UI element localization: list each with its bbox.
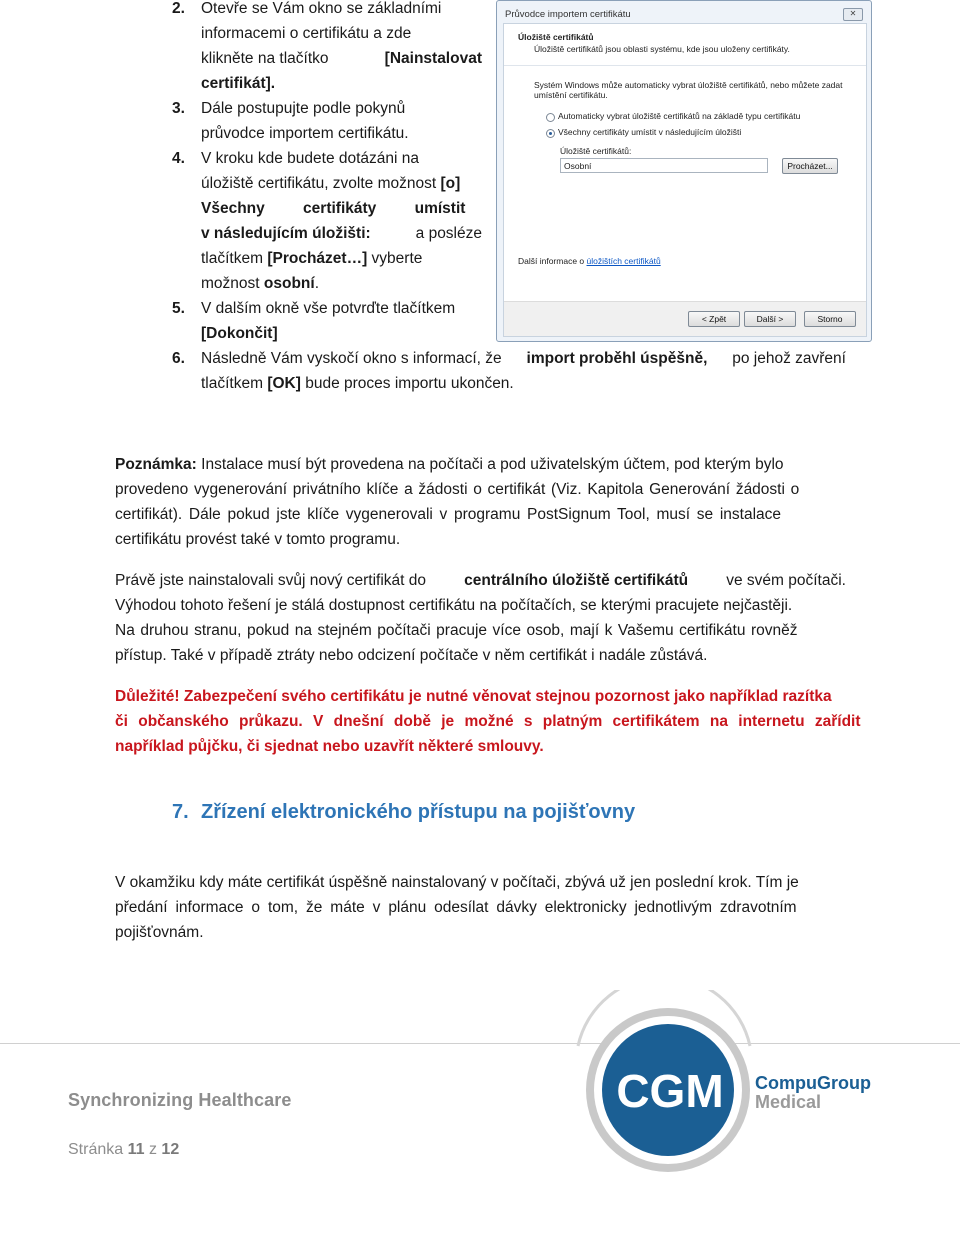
step-text: tlačítkem [OK] bude proces importu ukončen.: [201, 375, 514, 392]
brand-name-line1: CompuGroup: [755, 1073, 871, 1093]
footer-tagline: Synchronizing Healthcare: [68, 1090, 292, 1110]
step-number: 3.: [172, 100, 185, 117]
radio-manual-store[interactable]: [546, 129, 555, 138]
step-number: 6.: [172, 350, 185, 367]
step-text: V dalším okně vše potvrďte tlačítkem: [201, 300, 456, 317]
radio-auto-label: Automaticky vybrat úložiště certifikátů na základě typu certifikátu: [558, 111, 801, 121]
step-text: možnost osobní.: [201, 275, 320, 292]
step-text: Následně Vám vyskočí okno s informací, že import proběhl úspěšně, po jehož zavření: [201, 350, 846, 367]
intro-text: Systém Windows může automaticky vybrat úložiště certifikátů, nebo můžete zadat: [534, 80, 843, 90]
step-text: Otevře se Vám okno se základními: [201, 0, 442, 17]
step-number: 4.: [172, 150, 185, 167]
step-text: průvodce importem certifikátu.: [201, 125, 409, 142]
paragraph-line: Výhodou tohoto řešení je stálá dostupnost certifikátu na počítačích, se kterými pracujete nejčastěji.: [115, 597, 793, 614]
cancel-button[interactable]: Storno: [804, 311, 856, 327]
section-title: Úložiště certifikátů: [518, 32, 594, 42]
paragraph-line: Na druhou stranu, pokud na stejném počítači pracuje více osob, mají k Vašemu certifikátu rovněž: [115, 622, 798, 639]
step-text: V kroku kde budete dotázáni na: [201, 150, 420, 167]
paragraph-line: Důležité! Zabezpečení svého certifikátu je nutné věnovat stejnou pozornost jako například razítka: [115, 688, 832, 705]
step-text: Dále postupujte podle pokynů: [201, 100, 406, 117]
dialog-content: [503, 23, 867, 337]
browse-button[interactable]: Procházet...: [782, 158, 838, 174]
close-icon[interactable]: ✕: [843, 8, 863, 21]
step-text: klikněte na tlačítko [Nainstalovat: [201, 50, 482, 67]
dialog-title: Průvodce importem certifikátu: [505, 9, 631, 20]
footer-rule: [0, 1043, 960, 1044]
divider: [504, 65, 866, 66]
dialog-button-bar: [504, 301, 866, 336]
store-label: Úložiště certifikátů:: [560, 146, 632, 156]
section-description: Úložiště certifikátů jsou oblasti systému, kde jsou uloženy certifikáty.: [534, 44, 790, 54]
logo-text: CGM: [616, 1065, 724, 1117]
section-title: Zřízení elektronického přístupu na pojišťovny: [201, 801, 636, 823]
back-button[interactable]: < Zpět: [688, 311, 740, 327]
step-text: certifikát].: [201, 75, 276, 92]
intro-text: umístění certifikátu.: [534, 90, 608, 100]
more-info: Další informace o úložištích certifikátů: [518, 256, 661, 266]
section-number: 7.: [172, 801, 189, 823]
step-text: v následujícím úložišti: a posléze: [201, 225, 482, 242]
next-button[interactable]: Další >: [744, 311, 796, 327]
paragraph-line: například půjčku, či sjednat nebo uzavřít některé smlouvy.: [115, 738, 544, 755]
paragraph-line: V okamžiku kdy máte certifikát úspěšně nainstalovaný v počítači, zbývá už jen poslední krok. Tím je: [115, 874, 799, 891]
paragraph-line: provedeno vygenerování privátního klíče a žádosti o certifikát (Viz. Kapitola Generování žádosti o: [115, 481, 800, 498]
step-text: úložiště certifikátu, zvolte možnost [o]: [201, 175, 461, 192]
step-text: tlačítkem [Procházet…] vyberte: [201, 250, 423, 267]
cgm-logo-icon: [560, 990, 760, 1180]
step-number: 5.: [172, 300, 185, 317]
step-text: [Dokončit]: [201, 325, 278, 342]
radio-auto-store[interactable]: [546, 113, 555, 122]
paragraph-line: Právě jste nainstalovali svůj nový certifikát do centrálního úložiště certifikátů ve svém počítači.: [115, 572, 846, 589]
store-info-link[interactable]: úložištích certifikátů: [586, 256, 661, 266]
page-number: Stránka 11 z 12: [68, 1141, 180, 1158]
store-field[interactable]: Osobní: [560, 158, 768, 173]
paragraph-line: Poznámka: Instalace musí být provedena na počítači a pod uživatelským účtem, pod kterým bylo: [115, 456, 784, 473]
paragraph-line: či občanského průkazu. V dnešní době je možné s platným certifikátem na internetu zařídit: [115, 713, 861, 730]
paragraph-line: certifikátu provést také v tomto programu.: [115, 531, 401, 548]
paragraph-line: přístup. Také v případě ztráty nebo odcizení počítače v něm certifikát i nadále zůstává.: [115, 647, 708, 664]
paragraph-line: pojišťovnám.: [115, 924, 204, 941]
radio-manual-label: Všechny certifikáty umístit v následujícím úložišti: [558, 127, 742, 137]
brand-name-line2: Medical: [755, 1092, 822, 1112]
step-number: 2.: [172, 0, 185, 17]
section-heading: [172, 798, 635, 826]
paragraph-line: předání informace o tom, že máte v plánu odesílat dávky elektronicky jednotlivým zdravotním: [115, 899, 797, 916]
paragraph-line: certifikát). Dále pokud jste klíče vygenerovali v programu PostSignum Tool, musí se instalace: [115, 506, 782, 523]
step-text: Všechny certifikáty umístit: [201, 200, 466, 217]
step-text: informacemi o certifikátu a zde: [201, 25, 412, 42]
certificate-import-dialog: [496, 0, 872, 342]
